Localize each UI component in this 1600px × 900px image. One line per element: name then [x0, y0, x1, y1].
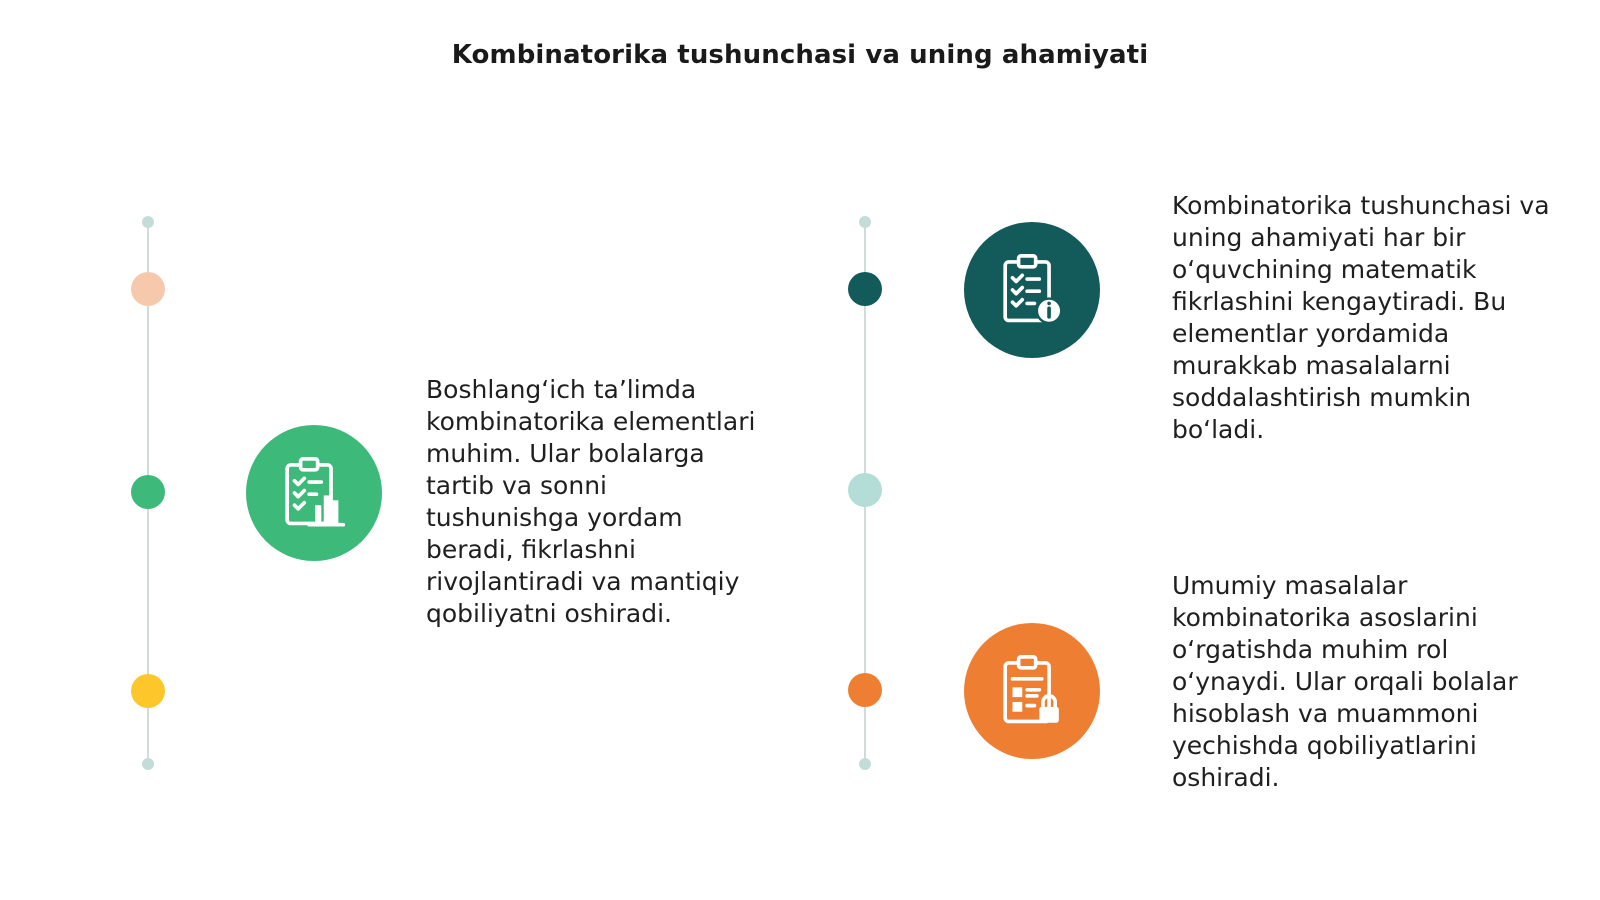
clipboard-info-icon	[993, 251, 1071, 329]
item-2-text: Kombinatorika tushunchasi va uning ahamiyati har bir o‘quvchining matematik fikrlashini kengaytiradi. Bu elementlar yordamida murakkab masalalarni soddalashtirish mumkin bo‘ladi.	[1172, 191, 1550, 444]
left-timeline-node-green	[131, 475, 165, 509]
page-title: Kombinatorika tushunchasi va uning ahamiyati	[451, 40, 1149, 70]
item-3-icon-circle	[964, 623, 1100, 759]
item-1-icon-circle	[246, 425, 382, 561]
item-3-text: Umumiy masalalar kombinatorika asoslarini o‘rgatishda muhim rol o‘ynaydi. Ular orqali bolalar hisoblash va muammoni yechishda qobiliyatlarini oshiradi.	[1172, 571, 1518, 792]
left-timeline-bottom-cap	[142, 758, 154, 770]
item-2-icon-circle	[964, 222, 1100, 358]
clipboard-chart-icon	[275, 454, 353, 532]
item-1-text: Boshlang‘ich ta’limda kombinatorika elementlari muhim. Ular bolalarga tartib va sonni tushunishga yordam beradi, fikrlashni rivojlantiradi va mantiqiy qobiliyatni oshiradi.	[426, 375, 756, 628]
left-timeline-node-yellow	[131, 674, 165, 708]
right-timeline-node-orange	[848, 673, 882, 707]
left-timeline-top-cap	[142, 216, 154, 228]
left-timeline-node-peach	[131, 272, 165, 306]
right-timeline-node-teal	[848, 272, 882, 306]
right-timeline-bottom-cap	[859, 758, 871, 770]
right-timeline-node-mint	[848, 473, 882, 507]
clipboard-lock-icon	[993, 652, 1071, 730]
right-timeline-top-cap	[859, 216, 871, 228]
